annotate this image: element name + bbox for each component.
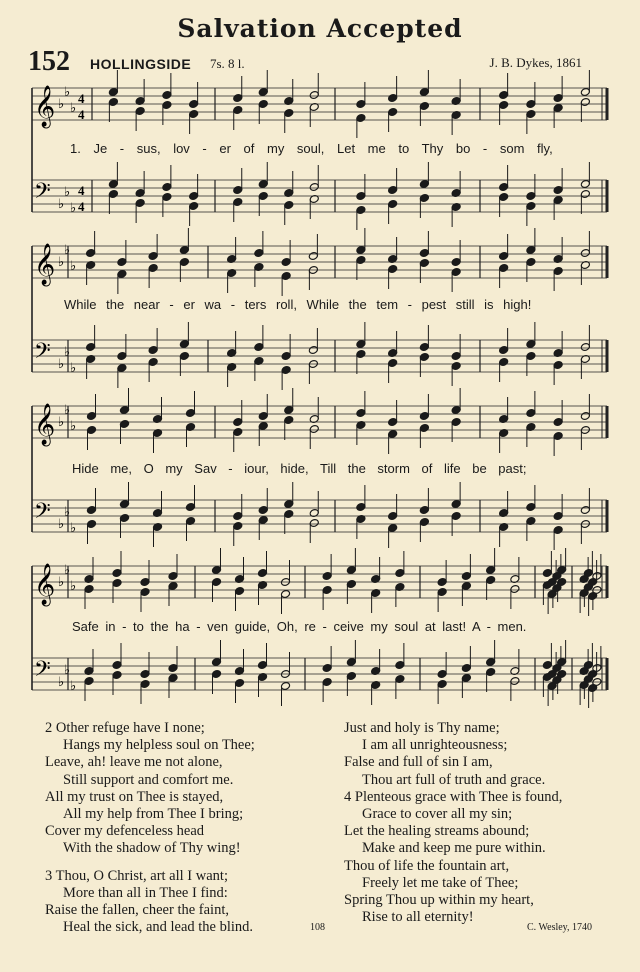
- tune-name: HOLLINGSIDE: [90, 56, 192, 72]
- verse-line: More than all in Thee I find:: [63, 884, 228, 901]
- flat-sign: ♭: [70, 419, 77, 434]
- flat-sign: ♭: [70, 101, 77, 116]
- hymn-number: 152: [28, 46, 70, 77]
- verse-line: All my trust on Thee is stayed,: [45, 788, 224, 805]
- flat-sign: ♭: [64, 403, 71, 418]
- flat-sign: ♭: [58, 97, 65, 112]
- flat-sign: ♭: [58, 675, 65, 690]
- flat-sign: ♭: [58, 517, 65, 532]
- verse-line: Make and keep me pure within.: [362, 840, 546, 857]
- verse-line: Grace to cover all my sin;: [362, 806, 513, 823]
- flat-sign: ♭: [58, 357, 65, 372]
- bass-clef: 𝄢: [34, 179, 51, 209]
- bass-clef: 𝄢: [34, 339, 51, 369]
- time-signature: 4: [78, 199, 85, 214]
- flat-sign: ♭: [70, 201, 77, 216]
- verse-line: With the shadow of Thy wing!: [63, 840, 241, 857]
- flat-sign: ♭: [58, 255, 65, 270]
- flat-sign: ♭: [70, 579, 77, 594]
- lyric-line-1: 1. Je - sus, lov - er of my soul, Let me to Thy bo - som fly,: [70, 141, 553, 156]
- text-author: C. Wesley, 1740: [527, 922, 593, 933]
- flat-sign: ♭: [64, 243, 71, 258]
- flat-sign: ♭: [70, 679, 77, 694]
- treble-clef: 𝄞: [34, 86, 56, 127]
- lyric-line-4: Safe in - to the ha - ven guide, Oh, re - ceive my soul at last! A - men.: [72, 619, 527, 634]
- verses-left-column: [45, 720, 255, 936]
- verse-line: 3 Thou, O Christ, art all I want;: [45, 867, 228, 884]
- verse-line: Still support and comfort me.: [63, 771, 234, 788]
- meter: 7s. 8 l.: [210, 56, 245, 71]
- treble-clef: 𝄞: [34, 564, 56, 605]
- verse-line: 2 Other refuge have I none;: [45, 720, 205, 736]
- verse-line: Hangs my helpless soul on Thee;: [63, 737, 255, 754]
- flat-sign: ♭: [58, 197, 65, 212]
- flat-sign: ♭: [64, 345, 71, 360]
- verse-line: Heal the sick, and lead the blind.: [63, 919, 254, 936]
- hymn-title: Salvation Accepted: [177, 14, 463, 43]
- time-signature: 4: [78, 91, 85, 106]
- time-signature: 4: [78, 107, 85, 122]
- treble-clef: 𝄞: [34, 404, 56, 445]
- verses-right-column: [344, 720, 562, 926]
- page-number: 108: [310, 922, 325, 933]
- verse-line: Let the healing streams abound;: [344, 823, 530, 840]
- flat-sign: ♭: [64, 185, 71, 200]
- verse-line: Leave, ah! leave me not alone,: [45, 754, 223, 771]
- flat-sign: ♭: [64, 563, 71, 578]
- verse-line: Freely let me take of Thee;: [362, 874, 519, 891]
- flat-sign: ♭: [70, 521, 77, 536]
- lyric-line-3: Hide me, O my Sav - iour, hide, Till the storm of life be past;: [72, 461, 527, 476]
- verse-line: Spring Thou up within my heart,: [344, 892, 534, 909]
- flat-sign: ♭: [64, 663, 71, 678]
- flat-sign: ♭: [64, 85, 71, 100]
- verse-line: [45, 858, 255, 868]
- time-signature: 4: [78, 183, 85, 198]
- verse-line: Thou of life the fountain art,: [344, 857, 510, 874]
- verse-line: I am all unrighteousness;: [362, 737, 508, 754]
- flat-sign: ♭: [64, 505, 71, 520]
- treble-clef: 𝄞: [34, 244, 56, 285]
- verse-line: All my help from Thee I bring;: [63, 806, 244, 823]
- verse-line: False and full of sin I am,: [344, 754, 493, 771]
- flat-sign: ♭: [58, 415, 65, 430]
- bass-clef: 𝄢: [34, 657, 51, 687]
- flat-sign: ♭: [58, 575, 65, 590]
- verse-line: 4 Plenteous grace with Thee is found,: [344, 788, 563, 805]
- bass-clef: 𝄢: [34, 499, 51, 529]
- composer: J. B. Dykes, 1861: [489, 55, 582, 70]
- verse-line: Cover my defenceless head: [45, 823, 205, 840]
- verse-line: Raise the fallen, cheer the faint,: [45, 902, 229, 919]
- verse-line: Just and holy is Thy name;: [344, 720, 500, 736]
- verse-line: Rise to all eternity!: [362, 909, 474, 926]
- flat-sign: ♭: [70, 361, 77, 376]
- flat-sign: ♭: [70, 259, 77, 274]
- verse-line: Thou art full of truth and grace.: [362, 771, 546, 788]
- lyric-line-2: While the near - er wa - ters roll, While the tem - pest still is high!: [64, 297, 532, 312]
